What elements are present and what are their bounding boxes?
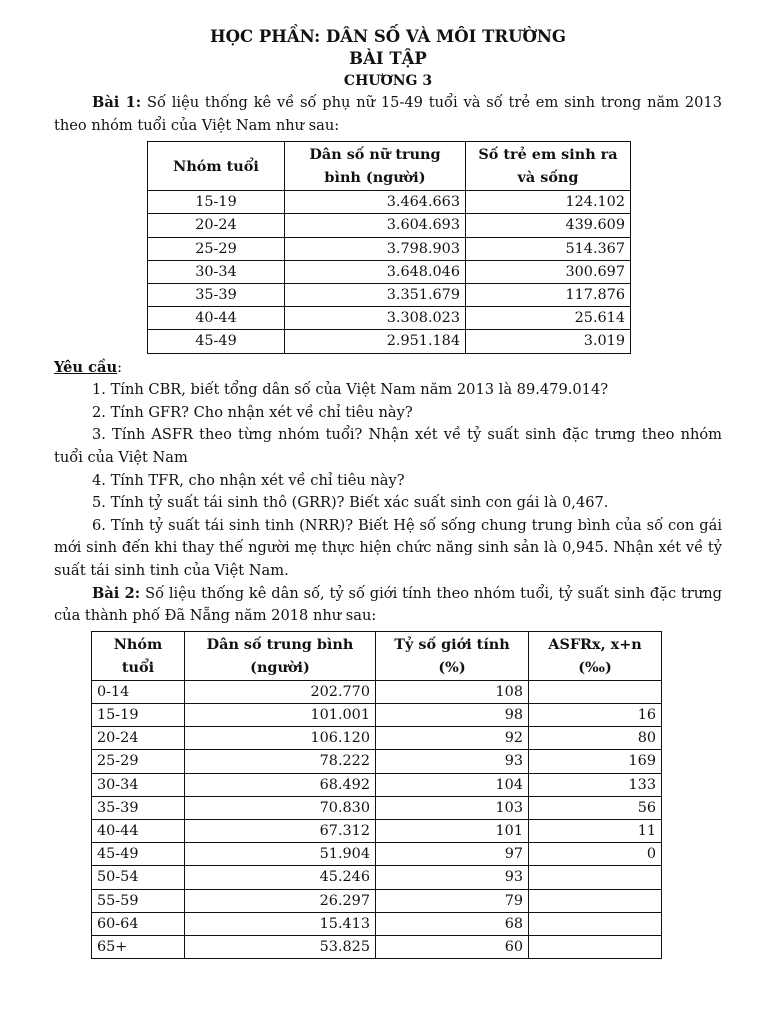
table-row [92,935,662,958]
table-cell [529,680,662,703]
table-cell: 68.492 [185,773,376,796]
table-cell: 15-19 [148,191,285,214]
table-cell: 26.297 [185,889,376,912]
table-cell: 3.648.046 [285,260,466,283]
col-header-live-births: Số trẻ em sinh ra và sống [466,142,631,191]
table-cell: 67.312 [185,819,376,842]
table-row [148,284,631,307]
table-cell: 439.609 [466,214,631,237]
table-cell: 51.904 [185,843,376,866]
table-cell [529,889,662,912]
bai1-intro-text: Số liệu thống kê về số phụ nữ 15-49 tuổi và số trẻ em sinh trong năm 2013 theo nhóm tuổi của Việt Nam như sau: [54,94,722,134]
table-cell: 45-49 [148,330,285,353]
table-cell: 50-54 [92,866,185,889]
table-cell: 0 [529,843,662,866]
table-row [148,260,631,283]
bai1-intro [54,92,722,137]
table-row [92,727,662,750]
col-header-age-group: Nhóm tuổi [92,631,185,680]
bai2-intro [54,583,722,628]
document-title: HỌC PHẦN: DÂN SỐ VÀ MÔI TRƯỜNG [209,27,567,46]
table-cell: 101 [376,819,529,842]
table-cell: 93 [376,750,529,773]
table-cell: 124.102 [466,191,631,214]
table-cell: 55-59 [92,889,185,912]
table-cell: 45.246 [185,866,376,889]
table-row [92,796,662,819]
table-cell: 25-29 [148,237,285,260]
table2-body [92,680,662,958]
bai2-intro-text: Số liệu thống kê dân số, tỷ số giới tính theo nhóm tuổi, tỷ suất sinh đặc trưng của thành phố Đã Nẵng năm 2018 như sau: [54,584,723,625]
table-cell: 3.019 [466,330,631,353]
table-cell: 65+ [92,935,185,958]
table-cell: 93 [376,866,529,889]
table-row [92,843,662,866]
table-cell: 45-49 [92,843,185,866]
table-cell: 92 [376,727,529,750]
table-cell: 3.464.663 [285,191,466,214]
table-cell: 30-34 [148,260,285,283]
table-cell: 25.614 [466,307,631,330]
table-cell: 60 [376,935,529,958]
table-cell: 514.367 [466,237,631,260]
col-header-female-population: Dân số nữ trung bình (người) [285,142,466,191]
table-cell: 79 [376,889,529,912]
table-cell: 80 [529,727,662,750]
table-row [92,773,662,796]
table-cell: 20-24 [148,214,285,237]
table-cell: 11 [529,819,662,842]
table-row [92,889,662,912]
table-cell: 104 [376,773,529,796]
table-cell [529,866,662,889]
table-row [92,703,662,726]
bai1-label: Bài 1: [92,94,142,111]
table-cell: 117.876 [466,284,631,307]
requirement-item: 5. Tính tỷ suất tái sinh thô (GRR)? Biết xác suất sinh con gái là 0,467. [92,494,609,512]
table-danang-population [91,631,662,959]
chapter-heading: CHƯƠNG 3 [343,73,433,89]
table-cell: 56 [529,796,662,819]
table-cell: 25-29 [92,750,185,773]
requirements-label: Yêu cầu [54,358,118,376]
table-cell: 40-44 [92,819,185,842]
table-cell: 108 [376,680,529,703]
requirements-heading [54,357,722,380]
table-cell: 40-44 [148,307,285,330]
table-row [148,214,631,237]
table1-body [148,191,631,353]
table-row [148,307,631,330]
bai2-label: Bài 2: [92,584,141,602]
col-header-average-population: Dân số trung bình (người) [185,631,376,680]
col-header-sex-ratio: Tỷ số giới tính (%) [376,631,529,680]
table-cell: 3.351.679 [285,284,466,307]
table-cell: 16 [529,703,662,726]
table-cell: 3.604.693 [285,214,466,237]
col-header-asfr: ASFRx, x+n (‰) [529,631,662,680]
table-cell: 70.830 [185,796,376,819]
table-cell: 133 [529,773,662,796]
table-cell: 3.798.903 [285,237,466,260]
requirement-item: 6. Tính tỷ suất tái sinh tinh (NRR)? Biết Hệ số sống chung trung bình của số con gái mới sinh đến khi thay thế người mẹ thực hiện chức năng sinh sản là 0,945. Nhận xét về tỷ suất tái sinh tinh của Việt Nam. [54,516,722,579]
table-cell: 97 [376,843,529,866]
document-subtitle: BÀI TẬP [349,49,427,68]
table-cell: 2.951.184 [285,330,466,353]
table-row [92,680,662,703]
table-cell: 202.770 [185,680,376,703]
table-cell: 20-24 [92,727,185,750]
table-cell: 0-14 [92,680,185,703]
table-header-row [92,631,662,680]
table-cell: 103 [376,796,529,819]
table-cell: 53.825 [185,935,376,958]
table-cell: 98 [376,703,529,726]
requirement-item: 2. Tính GFR? Cho nhận xét về chỉ tiêu này? [92,403,413,421]
requirement-item: 4. Tính TFR, cho nhận xét về chỉ tiêu này? [92,471,405,489]
table-row [148,330,631,353]
table-row [92,819,662,842]
requirement-item: 1. Tính CBR, biết tổng dân số của Việt Nam năm 2013 là 89.479.014? [92,381,609,399]
table-cell: 68 [376,912,529,935]
table-cell: 30-34 [92,773,185,796]
requirements-colon: : [117,358,122,376]
table-row [92,866,662,889]
table-cell: 78.222 [185,750,376,773]
requirement-item: 3. Tính ASFR theo từng nhóm tuổi? Nhận xét về tỷ suất sinh đặc trưng theo nhóm tuổi của Việt Nam [54,426,722,466]
document-page [54,26,722,959]
table-cell: 106.120 [185,727,376,750]
table-cell [529,935,662,958]
table-cell: 3.308.023 [285,307,466,330]
table-cell: 60-64 [92,912,185,935]
table-row [92,912,662,935]
table-cell: 15-19 [92,703,185,726]
table-women-births [147,141,631,353]
table-cell: 101.001 [185,703,376,726]
table-cell: 15.413 [185,912,376,935]
table-cell: 169 [529,750,662,773]
table-row [148,191,631,214]
col-header-age-group: Nhóm tuổi [148,142,285,191]
table-cell: 35-39 [92,796,185,819]
table-row [148,237,631,260]
table-cell [529,912,662,935]
table-header-row [148,142,631,191]
table-cell: 300.697 [466,260,631,283]
table-row [92,750,662,773]
table-cell: 35-39 [148,284,285,307]
